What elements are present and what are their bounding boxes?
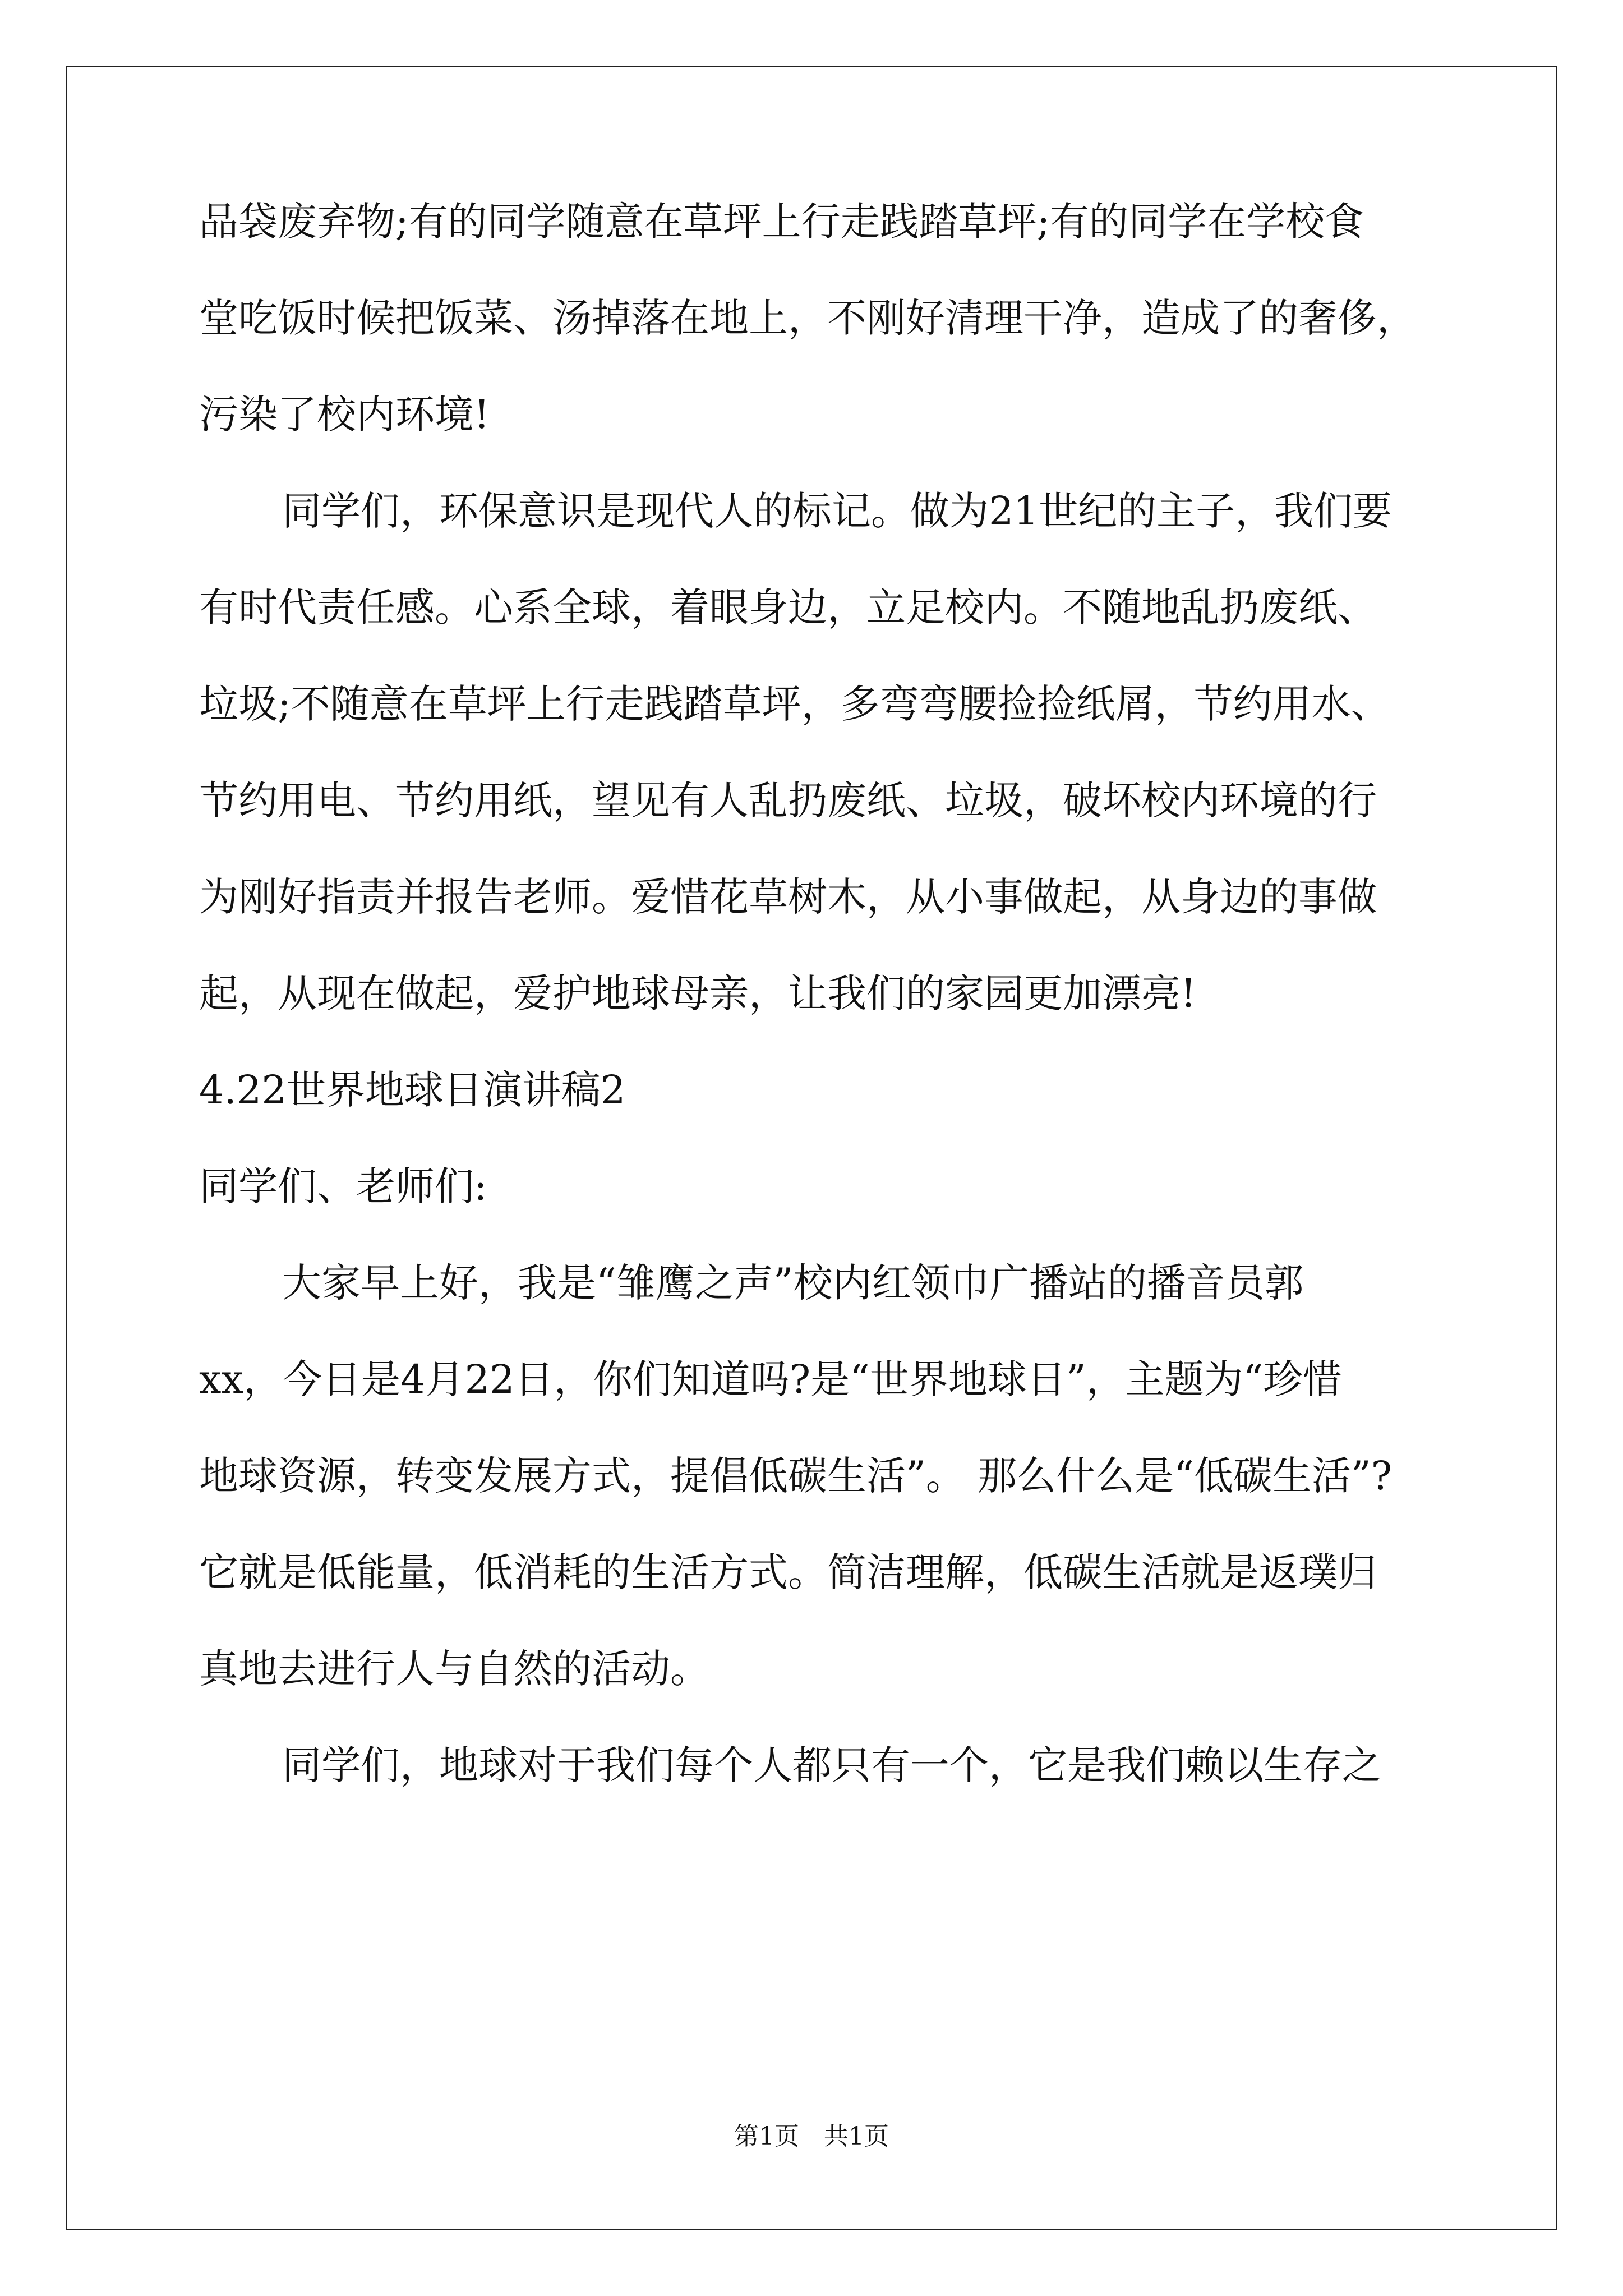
text-line-1: 品袋废弃物;有的同学随意在草坪上行走践踏草坪;有的同学在学校食 xyxy=(199,199,1364,245)
page-border xyxy=(66,66,1557,2230)
text-line-13: xx，今日是4月22日，你们知道吗?是“世界地球日”，主题为“珍惜 xyxy=(199,1356,1342,1402)
text-line-9: 起，从现在做起，爱护地球母亲，让我们的家园更加漂亮! xyxy=(199,970,1197,1016)
page-number-footer: 第1页 共1页 xyxy=(734,2122,889,2151)
section-heading: 4.22世界地球日演讲稿2 xyxy=(199,1067,626,1113)
salutation-line: 同学们、老师们: xyxy=(199,1163,487,1209)
text-line-3: 污染了校内环境! xyxy=(199,392,490,438)
text-line-5: 有时代责任感。心系全球，着眼身边，立足校内。不随地乱扔废纸、 xyxy=(199,585,1377,631)
text-line-15: 它就是低能量，低消耗的生活方式。简洁理解，低碳生活就是返璞归 xyxy=(199,1549,1377,1595)
paragraph-start-line-17: 同学们，地球对于我们每个人都只有一个，它是我们赖以生存之 xyxy=(282,1742,1381,1788)
paragraph-start-line-12: 大家早上好，我是“雏鹰之声”校内红领巾广播站的播音员郭 xyxy=(282,1260,1304,1306)
paragraph-start-line-4: 同学们，环保意识是现代人的标记。做为21世纪的主子，我们要 xyxy=(282,488,1393,534)
text-line-8: 为刚好指责并报告老师。爱惜花草树木，从小事做起，从身边的事做 xyxy=(199,874,1377,920)
text-line-14: 地球资源，转变发展方式，提倡低碳生活”。 那么什么是“低碳生活”? xyxy=(199,1453,1393,1499)
text-line-16: 真地去进行人与自然的活动。 xyxy=(199,1646,709,1692)
text-line-2: 堂吃饭时候把饭菜、汤掉落在地上，不刚好清理干净，造成了的奢侈， xyxy=(199,295,1416,341)
text-line-6: 垃圾;不随意在草坪上行走践踏草坪，多弯弯腰捡捡纸屑，节约用水、 xyxy=(199,681,1390,727)
text-line-7: 节约用电、节约用纸，望见有人乱扔废纸、垃圾，破坏校内环境的行 xyxy=(199,777,1377,823)
